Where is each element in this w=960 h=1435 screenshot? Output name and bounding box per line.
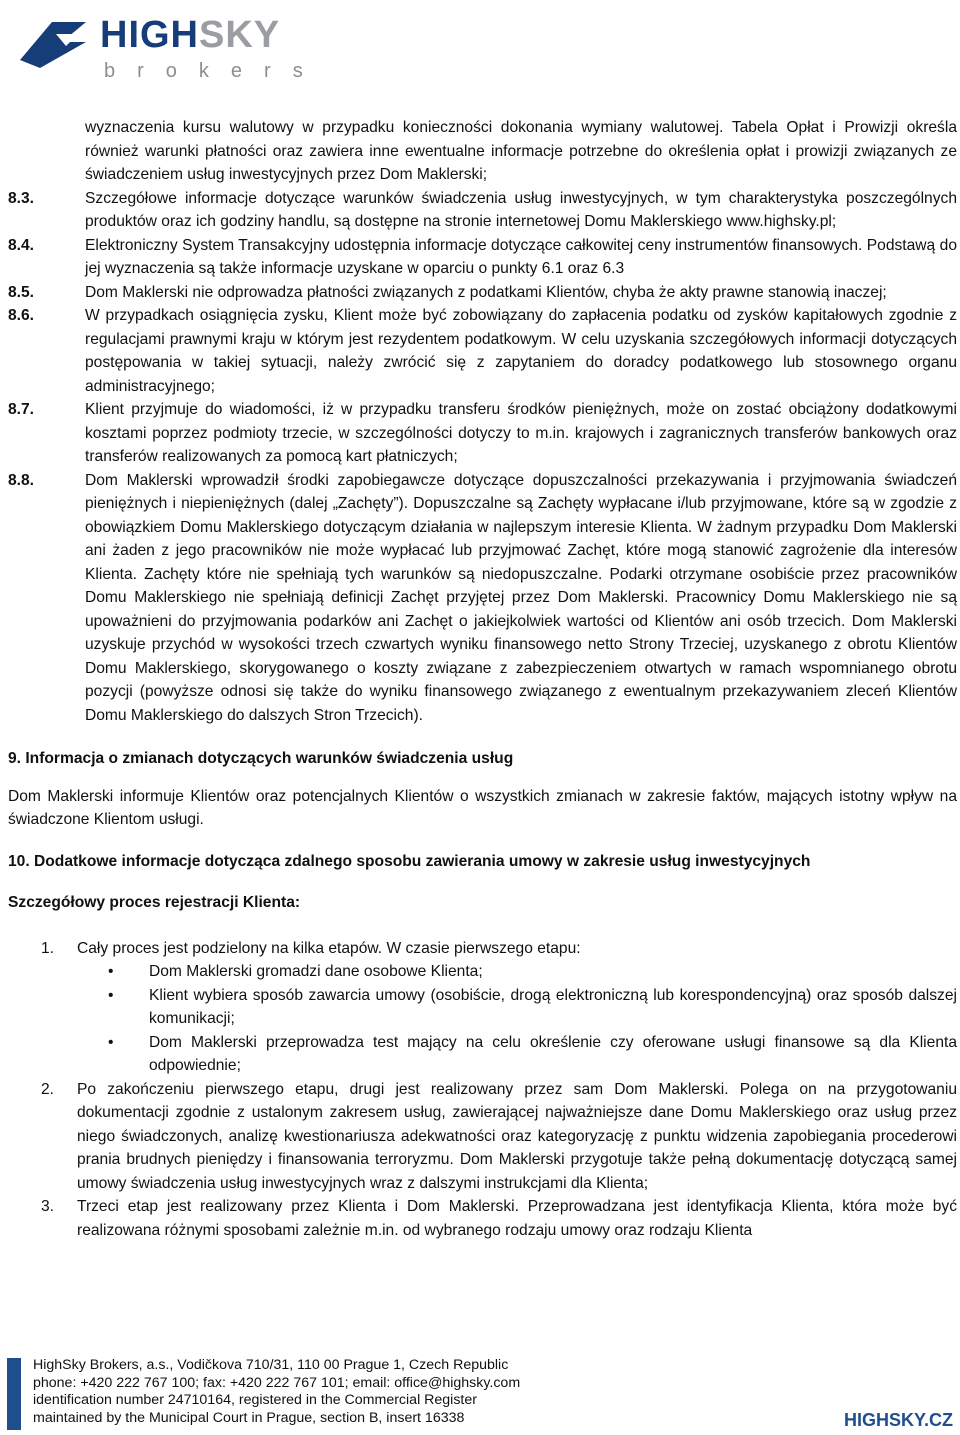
list-item (8, 304, 957, 398)
footer-registration: identification number 24710164, registered in the Commercial Register (33, 1392, 477, 1408)
step-text: Po zakończeniu pierwszego etapu, drugi jest realizowany przez sam Dom Maklerski. Polega on na przygotowaniu dokumentacji zgodnie z ustalonym zakresem usług, zawierającej najważniejsze dane Domu Maklerskiego oraz usług przez niego świadczonych, analizę kwestionariusza adekwatności oraz kategoryzację z punktu widzenia zapobiegania procederowi prania brudnych pieniędzy i finansowania terroryzmu. Dom Maklerski przygotuje także pełną dokumentację dotyczącą samej umowy świadczenia usług inwestycyjnych wraz z dalszymi instrukcjami dla Klienta; (77, 1080, 957, 1192)
item-text: Dom Maklerski nie odprowadza płatności związanych z podatkami Klientów, chyba że akty prawne stanowią inaczej; (85, 283, 887, 301)
bullet-text: Dom Maklerski przeprowadza test mający na celu określenie czy oferowane usługi finansowe są dla Klienta odpowiednie; (149, 1033, 957, 1074)
item-number: 8.4. (8, 236, 35, 254)
bullet-item (108, 960, 957, 984)
item-text: Szczegółowe informacje dotyczące warunków świadczenia usług inwestycyjnych, w tym charakterystyka poszczególnych produktów oraz ich godziny handlu, są dostępne na stronie internetowej Domu Maklerskiego www.highsky.pl; (85, 189, 957, 230)
section-10-heading: 10. Dodatkowe informacje dotycząca zdalnego sposobu zawierania umowy w zakresie usług inwestycyjnych (8, 852, 811, 870)
step-number: 3. (41, 1198, 55, 1215)
list-item (8, 281, 957, 305)
logo-wordmark (100, 14, 280, 57)
logo-word-high: HIGH (100, 14, 199, 56)
list-item (8, 398, 957, 469)
bullet-text: Klient wybiera sposób zawarcia umowy (osobiście, drogą elektroniczną lub korespondencyjną) oraz sposób dalszej komunikacji; (149, 986, 957, 1027)
footer-brand: HIGHSKY.CZ (843, 1410, 953, 1430)
footer-accent-bar (7, 1358, 21, 1430)
step-text: Cały proces jest podzielony na kilka etapów. W czasie pierwszego etapu: (77, 939, 581, 957)
intro-paragraph: wyznaczenia kursu walutowy w przypadku konieczności dokonania wymiany walutowej. Tabela Opłat i Prowizji określa również warunki płatności oraz zawiera inne ewentualne informacje potrzebne do określenia opłat i prowizji związanych ze świadczeniem usług inwestycyjnych przez Dom Maklerski; (85, 119, 957, 183)
item-number: 8.6. (8, 307, 35, 324)
item-text: Elektroniczny System Transakcyjny udostępnia informacje dotyczące całkowitej ceny instrumentów finansowych. Podstawą do jej wyznaczenia są także informacje uzyskane w oparciu o punkty 6.1 oraz 6.3 (85, 236, 957, 277)
bullet-icon: • (108, 963, 114, 980)
page-footer (33, 1357, 953, 1427)
bullet-text: Dom Maklerski gromadzi dane osobowe Klienta; (149, 963, 483, 980)
section-10-subheading: Szczegółowy proces rejestracji Klienta: (8, 894, 301, 911)
item-text: W przypadkach osiągnięcia zysku, Klient może być zobowiązany do zapłacenia podatku od zysków kapitałowych zgodnie z regulacjami prawnymi kraju w którym jest rezydentem podatkowym. W celu uzyskania szczegółowych informacji dotyczących postępowania w takiej sytuacji, należy zwrócić się z zapytaniem do doradcy podatkowego lub stosownego organu administracyjnego; (85, 307, 957, 395)
bullet-icon: • (108, 1033, 114, 1051)
step-item (8, 937, 957, 961)
bullet-icon: • (108, 986, 114, 1004)
list-item (8, 234, 957, 281)
footer-contact: phone: +420 222 767 100; fax: +420 222 767 101; email: office@highsky.com (33, 1374, 521, 1391)
item-number: 8.5. (8, 283, 35, 301)
document-body (8, 116, 957, 1242)
registration-steps (8, 937, 957, 1243)
list-item (8, 469, 957, 728)
item-number: 8.8. (8, 471, 35, 489)
section-9-heading: 9. Informacja o zmianach dotyczących warunków świadczenia usług (8, 750, 514, 767)
bullet-item (108, 984, 957, 1031)
list-item (8, 187, 957, 234)
item-text: Dom Maklerski wprowadził środki zapobiegawcze dotyczące dopuszczalności przekazywania i przyjmowania świadczeń pieniężnych i niepieniężnych (dalej „Zachęty”). Dopuszczalne są Zachęty wypłacane i/lub przyjmowane, które są w zgodzie z obowiązkiem Domu Maklerskiego dotyczącym działania w najlepszym interesie Klienta. W żadnym przypadku Dom Maklerski ani żaden z jego pracowników nie może wypłacać lub przyjmować Zachęt, które mogą stanowić zagrożenie dla interesów Klienta. Zachęty które nie spełniają tych warunków są niedopuszczalne. Podarki otrzymane osobiście przez pracowników Domu Maklerskiego nie spełniają definicji Zachęt przyjętej przez Dom Maklerski. Pracownicy Domu Maklerskiego nie są upoważnieni do przyjmowania podarków ani Zachęt o jakiejkolwiek wartości od Klientów ani osób trzecich. Dom Maklerski uzyskuje przychód w wysokości trzech czwartych wyniku finansowego netto Strony Trzeciej, uzyskanego z obrotu Klientów Domu Maklerskiego, skorygowanego o koszty związane z zabezpieczeniem otwartych w ramach wspomnianego obrotu pozycji (powyższe odnosi się także do wyniku finansowego związanego z ewentualnym przekazywaniem zleceń Klientów Domu Maklerskiego do dalszych Stron Trzecich). (85, 471, 957, 724)
item-number: 8.7. (8, 401, 35, 418)
section-9-text: Dom Maklerski informuje Klientów oraz potencjalnych Klientów o wszystkich zmianach w zakresie faktów, mających istotny wpływ na świadczone Klientom usługi. (8, 787, 957, 828)
bullet-item (108, 1031, 957, 1078)
step-item (8, 1195, 957, 1242)
footer-court: maintained by the Municipal Court in Prague, section B, insert 16338 (33, 1409, 465, 1426)
item-number: 8.3. (8, 189, 35, 207)
logo-arrow-icon (16, 16, 96, 72)
logo-subtitle: brokers (104, 60, 325, 82)
logo-word-sky: SKY (199, 14, 281, 56)
footer-address: HighSky Brokers, a.s., Vodičkova 710/31, 110 00 Prague 1, Czech Republic (33, 1357, 509, 1373)
highsky-logo (12, 10, 352, 82)
step-number: 1. (41, 939, 55, 957)
step-number: 2. (41, 1080, 55, 1098)
item-text: Klient przyjmuje do wiadomości, iż w przypadku transferu środków pieniężnych, może on zostać obciążony dodatkowymi kosztami poprzez podmioty trzecie, w szczególności dotyczy to m.in. krajowych i zagranicznych transferów bankowych oraz transferów realizowanych za pomocą kart płatniczych; (85, 401, 957, 465)
step-text: Trzeci etap jest realizowany przez Klienta i Dom Maklerski. Przeprowadzana jest identyfikacja Klienta, która może być realizowana różnymi sposobami zależnie m.in. od wybranego rodzaju umowy oraz rodzaju Klienta (77, 1198, 957, 1239)
step-item (8, 1078, 957, 1196)
